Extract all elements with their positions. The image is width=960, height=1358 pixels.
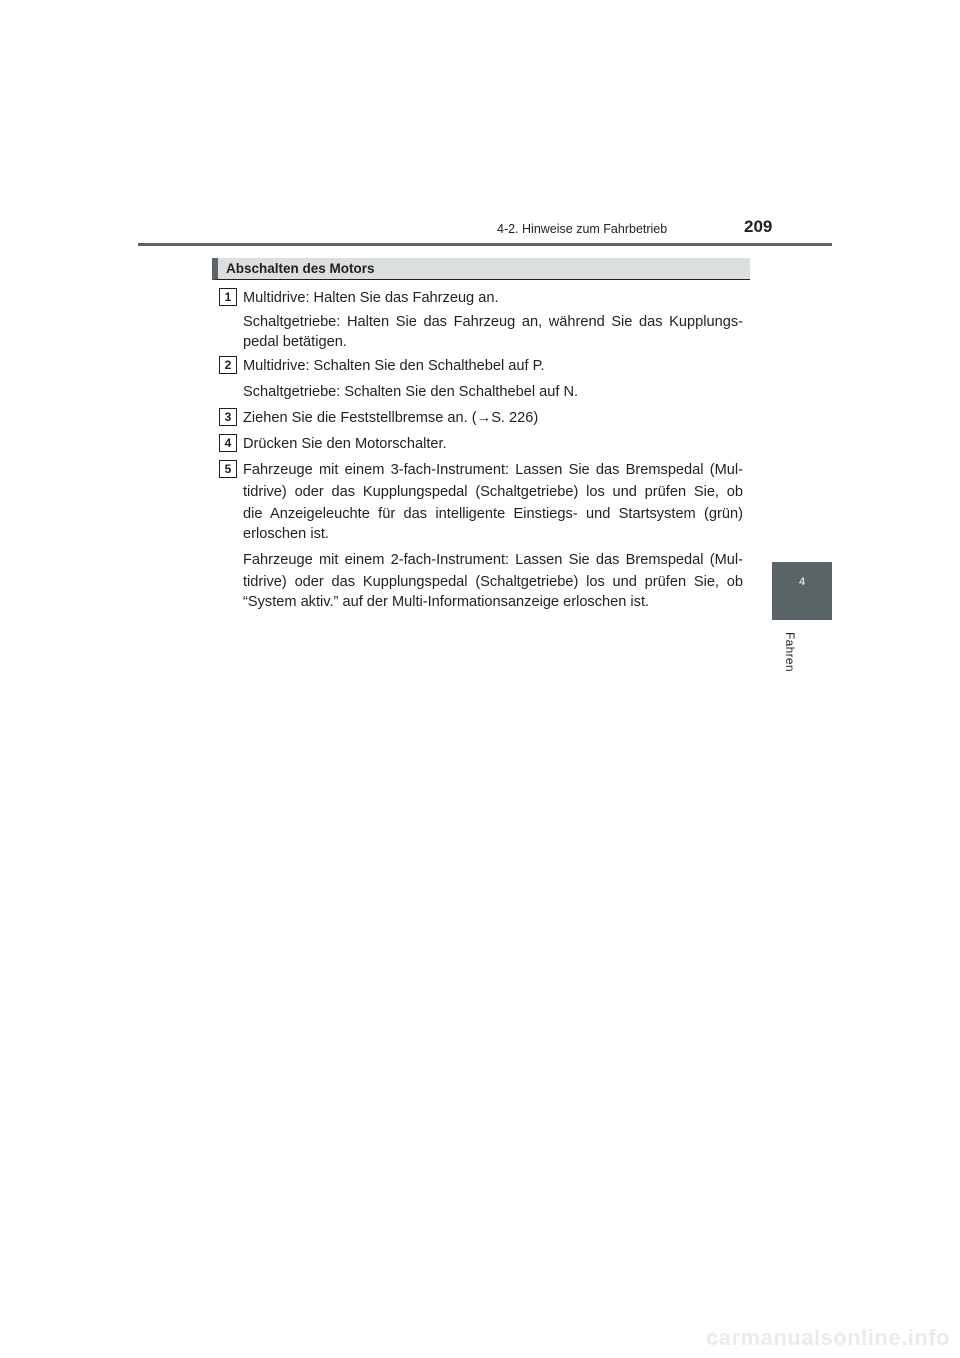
step-5-text: Fahrzeuge mit einem 3-fach-Instrument: Lassen Sie das Bremspedal (Mul- xyxy=(243,462,743,478)
page-number: 209 xyxy=(744,217,773,236)
step-badge-1: 1 xyxy=(219,288,237,306)
step-2-text: Multidrive: Schalten Sie den Schalthebel auf P. xyxy=(243,358,545,374)
chapter-tab-number: 4 xyxy=(798,576,806,588)
step-5-text: tidrive) oder das Kupplungspedal (Schaltgetriebe) los und prüfen Sie, ob xyxy=(243,484,743,500)
step-3-text: Ziehen Sie die Feststellbremse an. (→S. 226) xyxy=(243,410,539,426)
section-heading xyxy=(212,258,750,280)
step-badge-4: 4 xyxy=(219,434,237,452)
step-5-text: die Anzeigeleuchte für das intelligente Einstiegs- und Startsystem (grün) xyxy=(243,506,743,522)
section-heading-text: Abschalten des Motors xyxy=(226,261,375,276)
step-5-text: tidrive) oder das Kupplungspedal (Schaltgetriebe) los und prüfen Sie, ob xyxy=(243,574,743,590)
step-badge-2: 2 xyxy=(219,356,237,374)
step-badge-5: 5 xyxy=(219,460,237,478)
watermark: carmanualsonline.info xyxy=(706,1325,950,1350)
step-1-text: Multidrive: Halten Sie das Fahrzeug an. xyxy=(243,290,499,306)
header-rule xyxy=(138,243,832,246)
step-2-text: Schaltgetriebe: Schalten Sie den Schalthebel auf N. xyxy=(243,384,579,400)
step-5-text: Fahrzeuge mit einem 2-fach-Instrument: Lassen Sie das Bremspedal (Mul- xyxy=(243,552,743,568)
header-section-title: 4-2. Hinweise zum Fahrbetrieb xyxy=(497,222,668,236)
step-5-text: erloschen ist. xyxy=(243,526,329,542)
chapter-tab[interactable] xyxy=(772,562,832,620)
step-1-text: pedal betätigen. xyxy=(243,334,347,350)
step-5-text: “System aktiv.” auf der Multi-Informationsanzeige erloschen ist. xyxy=(243,594,650,610)
step-badge-3: 3 xyxy=(219,408,237,426)
step-1-text: Schaltgetriebe: Halten Sie das Fahrzeug an, während Sie das Kupplungs- xyxy=(243,314,743,330)
chapter-tab-label: Fahren xyxy=(783,632,797,672)
step-4-text: Drücken Sie den Motorschalter. xyxy=(243,436,447,452)
